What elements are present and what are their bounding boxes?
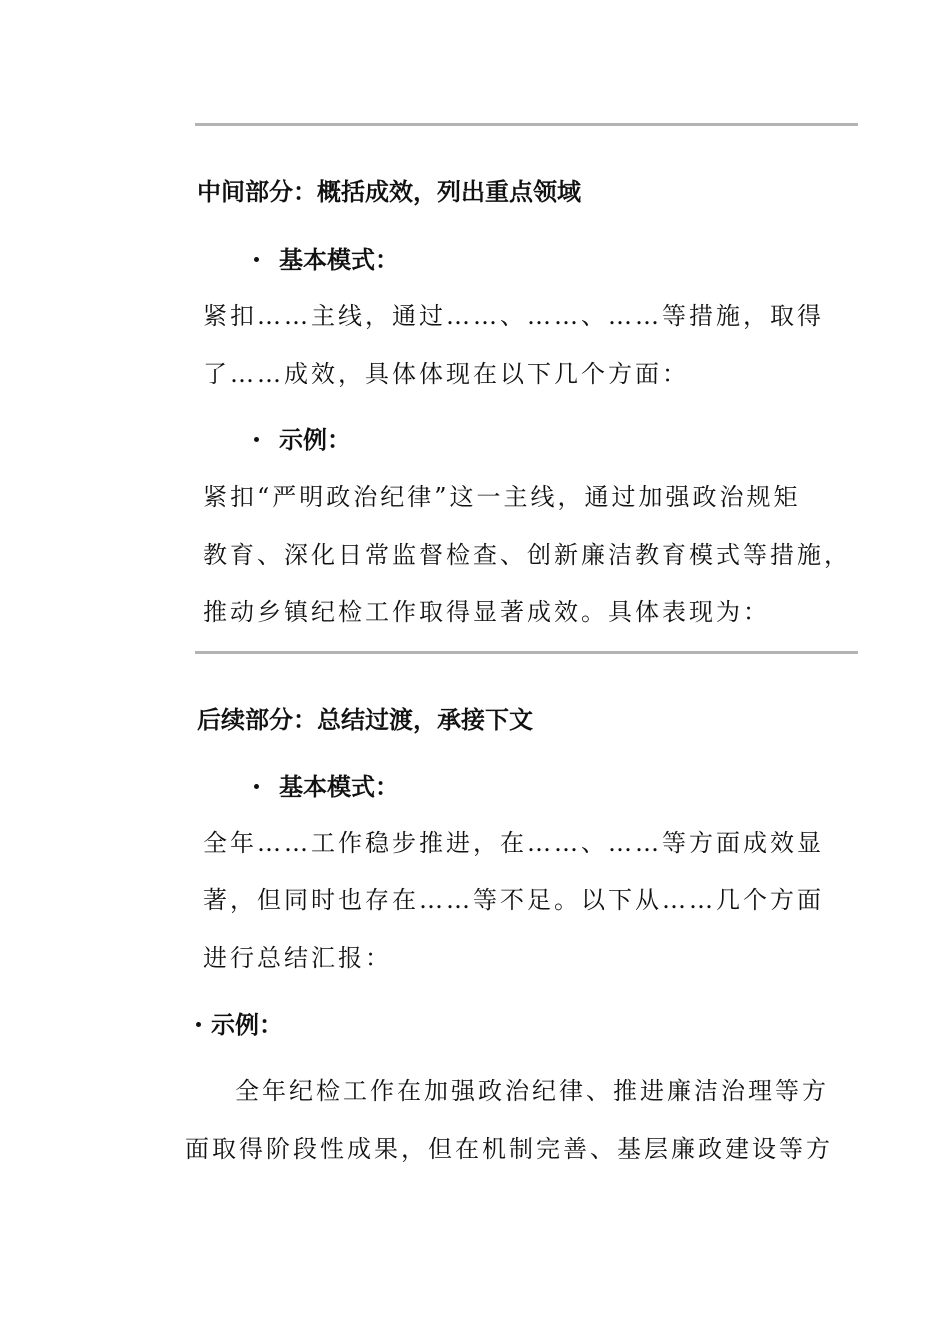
bullet-icon xyxy=(196,1022,201,1027)
section1-example-line-1: 紧扣“严明政治纪律”这一主线，通过加强政治规矩 xyxy=(203,483,801,511)
section1-example-line-3: 推动乡镇纪检工作取得显著成效。具体表现为： xyxy=(203,598,770,626)
section2-example-label: 示例： xyxy=(211,1011,283,1039)
section2-pattern-item xyxy=(254,772,399,802)
section2-example-line-1: 全年纪检工作在加强政治纪律、推进廉洁治理等方 xyxy=(235,1077,829,1105)
section2-pattern-line-1: 全年……工作稳步推进，在……、……等方面成效显 xyxy=(203,829,824,857)
divider-top xyxy=(195,123,858,126)
section1-pattern-label: 基本模式： xyxy=(279,246,399,274)
bullet-icon xyxy=(254,784,259,789)
bullet-icon xyxy=(254,257,259,262)
section1-heading: 中间部分：概括成效，列出重点领域 xyxy=(197,178,581,206)
section1-pattern-line-1: 紧扣……主线，通过……、……、……等措施，取得 xyxy=(203,302,824,330)
section2-pattern-label: 基本模式： xyxy=(279,773,399,801)
section1-example-line-2: 教育、深化日常监督检查、创新廉洁教育模式等措施， xyxy=(203,541,851,569)
section1-example-label: 示例： xyxy=(279,426,351,454)
section2-heading: 后续部分：总结过渡，承接下文 xyxy=(197,706,533,734)
section2-pattern-line-2: 著，但同时也存在……等不足。以下从……几个方面 xyxy=(203,886,824,914)
section1-example-item xyxy=(254,425,351,455)
section2-example-line-2: 面取得阶段性成果，但在机制完善、基层廉政建设等方 xyxy=(185,1135,833,1163)
section2-example-item xyxy=(196,1010,283,1040)
divider-middle xyxy=(195,651,858,654)
bullet-icon xyxy=(254,437,259,442)
section1-pattern-item xyxy=(254,245,399,275)
section2-pattern-line-3: 进行总结汇报： xyxy=(203,944,392,972)
section1-pattern-line-2: 了……成效，具体体现在以下几个方面： xyxy=(203,360,689,388)
